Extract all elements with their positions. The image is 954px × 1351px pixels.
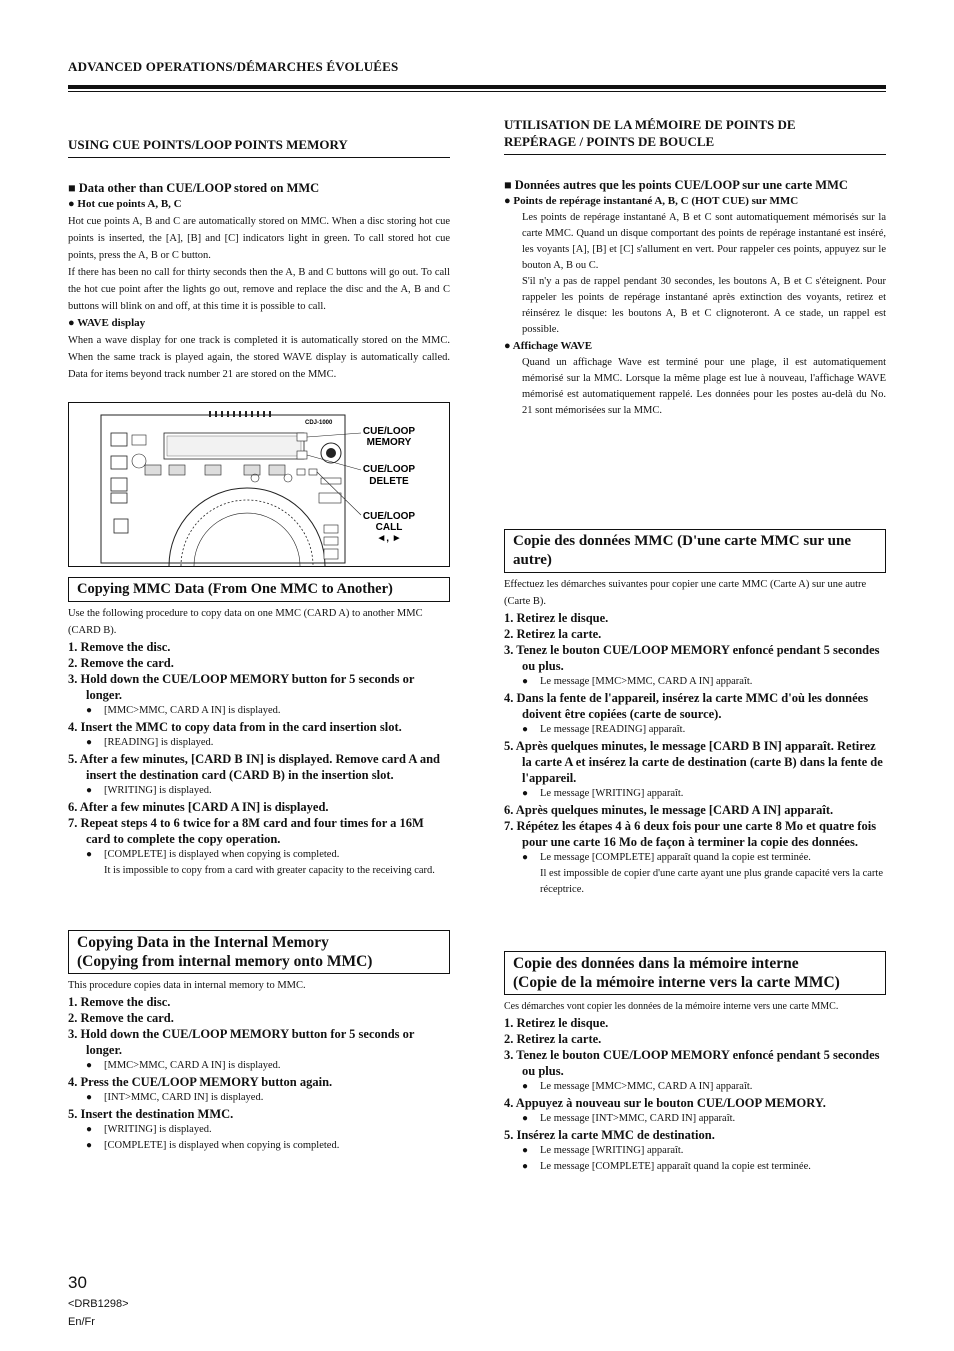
title-line-1: Copying Data in the Internal Memory — [77, 934, 329, 951]
title-line-1: Copie des données dans la mémoire interne — [513, 955, 799, 972]
step: 5. Insert the destination MMC. — [68, 1107, 234, 1121]
step: 2. Retirez la carte. — [504, 627, 602, 641]
copie-mmc-section — [504, 529, 886, 898]
label-cue-loop-delete-2: DELETE — [369, 476, 409, 487]
copying-mmc-section — [68, 577, 450, 879]
section-title-line-1: UTILISATION DE LA MÉMOIRE DE POINTS DE — [504, 117, 796, 132]
title-line-2: (Copie de la mémoire interne vers la carte MMC) — [513, 974, 840, 991]
hot-cue-heading-fr: ● Points de repérage instantané A, B, C (HOT CUE) sur MMC — [504, 193, 886, 210]
step: 5. Après quelques minutes, le message [CARD B IN] apparaît. Retirez la carte A et insérez la carte de destination (carte B) dans la fente de l'appareil. — [504, 739, 883, 785]
step-note-continued: Il est impossible de copier d'une carte ayant une plus grande capacité vers la carte réceptrice. — [540, 868, 883, 895]
copying-internal-title — [68, 930, 450, 974]
step-note: ● Le message [WRITING] apparaît. — [504, 1143, 886, 1159]
wave-paragraph: When a wave display for one track is completed it is automatically stored on the MMC. When the same track is played again, the stored WAVE display is automatically called. Data for items beyond track number 21 are stored on the MMC. — [68, 335, 450, 380]
step-note: ● [WRITING] is displayed. — [68, 783, 450, 799]
section-title: USING CUE POINTS/LOOP POINTS MEMORY — [68, 136, 450, 158]
header-rule-thick — [68, 85, 886, 89]
step: 5. After a few minutes, [CARD B IN] is displayed. Remove card A and insert the destination card (CARD B) in the insertion slot. — [68, 752, 440, 782]
section-title-fr — [504, 116, 886, 155]
label-cue-loop-memory-1: CUE/LOOP — [362, 426, 416, 437]
step: 1. Remove the disc. — [68, 640, 171, 654]
hot-cue-paragraph-2-fr: S'il n'y a pas de rappel pendant 30 secondes, les boutons A, B et C s'éteignent. Pour rappeler les points de repérage instantané après extinction des voyants, retirez et réinsérez le disque: les boutons A, B et C clignoteront. A ce stade, un rappel est possible. — [522, 276, 886, 335]
top-ridges — [209, 411, 271, 417]
step-note: ● Le message [INT>MMC, CARD IN] apparaît. — [504, 1111, 886, 1127]
step: 3. Tenez le bouton CUE/LOOP MEMORY enfoncé pendant 5 secondes ou plus. — [504, 643, 880, 673]
step-note: ● [READING] is displayed. — [68, 735, 450, 751]
step: 3. Hold down the CUE/LOOP MEMORY button for 5 seconds or longer. — [68, 1027, 415, 1057]
step: 4. Insert the MMC to copy data from in the card insertion slot. — [68, 720, 402, 734]
step: 2. Retirez la carte. — [504, 1032, 602, 1046]
copie-interne-title — [504, 951, 886, 995]
hot-cue-paragraph-1: Hot cue points A, B and C are automatically stored on MMC. When a disc storing hot cue points is inserted, the [A], [B] and [C] indicators light in green. To call stored hot cue points, press the A, B or C button. — [68, 216, 450, 261]
step-note: ● Le message [WRITING] apparaît. — [504, 786, 886, 802]
step: 6. Après quelques minutes, le message [CARD A IN] apparaît. — [504, 803, 834, 817]
page-header: ADVANCED OPERATIONS/DÉMARCHES ÉVOLUÉES — [68, 59, 399, 74]
step-note-continued: It is impossible to copy from a card with greater capacity to the receiving card. — [104, 865, 435, 876]
document-code: <DRB1298> — [68, 1298, 129, 1310]
step-note: ● Le message [READING] apparaît. — [504, 722, 886, 738]
copying-mmc-title: Copying MMC Data (From One MMC to Another) — [68, 577, 450, 602]
copie-interne-intro: Ces démarches vont copier les données de la mémoire interne vers une carte MMC. — [504, 1001, 839, 1012]
step-note: ● [COMPLETE] is displayed when copying is completed. — [68, 847, 450, 863]
copying-mmc-intro: Use the following procedure to copy data on one MMC (CARD A) to another MMC (CARD B). — [68, 608, 423, 636]
step: 3. Hold down the CUE/LOOP MEMORY button for 5 seconds or longer. — [68, 672, 415, 702]
step: 1. Remove the disc. — [68, 995, 171, 1009]
step-note: ● Le message [MMC>MMC, CARD A IN] apparaît. — [504, 674, 886, 690]
step: 1. Retirez le disque. — [504, 611, 609, 625]
header-rule-thin — [68, 91, 886, 92]
hot-cue-heading: ● Hot cue points A, B, C — [68, 196, 450, 213]
label-cue-loop-delete-1: CUE/LOOP — [362, 464, 416, 475]
label-cue-loop-call-3: ◄, ► — [376, 533, 402, 544]
brand-label: CDJ-1000 — [305, 420, 333, 426]
step: 1. Retirez le disque. — [504, 1016, 609, 1030]
step: 3. Tenez le bouton CUE/LOOP MEMORY enfoncé pendant 5 secondes ou plus. — [504, 1048, 880, 1078]
step-note: ● Le message [COMPLETE] apparaît quand la copie est terminée. — [504, 850, 886, 866]
wave-paragraph-fr: Quand un affichage Wave est terminé pour une plage, il est automatiquement mémorisé sur la MMC. Lorsque la même plage est lue à nouveau, l'affichage WAVE mémorisé est automatiquement rappelé. Les données pour les postes au-delà du No. 21 sont mémorisées sur la MMC. — [522, 357, 886, 416]
left-column — [68, 136, 450, 383]
wave-heading-fr: ● Affichage WAVE — [504, 338, 886, 355]
step: 6. After a few minutes [CARD A IN] is displayed. — [68, 800, 329, 814]
title-line-2: (Copying from internal memory onto MMC) — [77, 953, 373, 970]
step: 5. Insérez la carte MMC de destination. — [504, 1128, 715, 1142]
step: 2. Remove the card. — [68, 656, 174, 670]
step-note: ● [WRITING] is displayed. — [68, 1122, 450, 1138]
step: 4. Appuyez à nouveau sur le bouton CUE/LOOP MEMORY. — [504, 1096, 826, 1110]
section-title-line-2: REPÉRAGE / POINTS DE BOUCLE — [504, 134, 715, 149]
page-number: 30 — [68, 1273, 87, 1292]
right-column — [504, 116, 886, 419]
step: 4. Dans la fente de l'appareil, insérez la carte MMC d'où les données doivent être copiées (carte de source). — [504, 691, 869, 721]
step: 7. Repeat steps 4 to 6 twice for a 8M card and four times for a 16M card to complete the copy operation. — [68, 816, 424, 846]
language-code: En/Fr — [68, 1316, 95, 1328]
hot-cue-paragraph-2: If there has been no call for thirty seconds then the A, B and C buttons will go out. To call the hot cue point after the lights go out, remove and replace the disc and the A, B and C buttons will blink on and off, at this time it is possible to call. — [68, 267, 450, 312]
copying-internal-intro: This procedure copies data in internal memory to MMC. — [68, 980, 306, 991]
step: 4. Press the CUE/LOOP MEMORY button again. — [68, 1075, 333, 1089]
copying-mmc-steps — [68, 639, 450, 703]
cdj-illustration — [69, 403, 449, 566]
data-heading-fr: ■ Données autres que les points CUE/LOOP sur une carte MMC — [504, 177, 886, 193]
step: 2. Remove the card. — [68, 1011, 174, 1025]
step-note: ● [INT>MMC, CARD IN] is displayed. — [68, 1090, 450, 1106]
copie-mmc-title: Copie des données MMC (D'une carte MMC sur une autre) — [504, 529, 886, 573]
step: 7. Répétez les étapes 4 à 6 deux fois pour une carte 8 Mo et quatre fois pour une carte 16 Mo de façon à terminer la copie des données. — [504, 819, 877, 849]
data-heading: ■ Data other than CUE/LOOP stored on MMC — [68, 180, 450, 196]
step-note: ● [COMPLETE] is displayed when copying is completed. — [68, 1138, 450, 1154]
hot-cue-paragraph-1-fr: Les points de repérage instantané A, B et C sont automatiquement mémorisés sur la carte MMC. Quand un disque comportant des points de repérage instantané est inséré, les voyants [A], [B] et [C] s'allument en vert. Pour rappeler ces points, appuyez sur le bouton A, B ou C. — [522, 212, 886, 271]
label-cue-loop-call-2: CALL — [375, 522, 403, 533]
wave-heading: ● WAVE display — [68, 315, 450, 332]
player-diagram — [68, 402, 450, 567]
label-cue-loop-call-1: CUE/LOOP — [362, 511, 416, 522]
step-note: ● [MMC>MMC, CARD A IN] is displayed. — [68, 1058, 450, 1074]
step-note: ● [MMC>MMC, CARD A IN] is displayed. — [68, 703, 450, 719]
copying-internal-section — [68, 930, 450, 1154]
label-cue-loop-memory-2: MEMORY — [366, 437, 412, 448]
copie-interne-section — [504, 951, 886, 1175]
step-note: ● Le message [MMC>MMC, CARD A IN] apparaît. — [504, 1079, 886, 1095]
copie-mmc-intro: Effectuez les démarches suivantes pour copier une carte MMC (Carte A) sur une autre (Carte B). — [504, 579, 867, 607]
step-note: ● Le message [COMPLETE] apparaît quand la copie est terminée. — [504, 1159, 886, 1175]
